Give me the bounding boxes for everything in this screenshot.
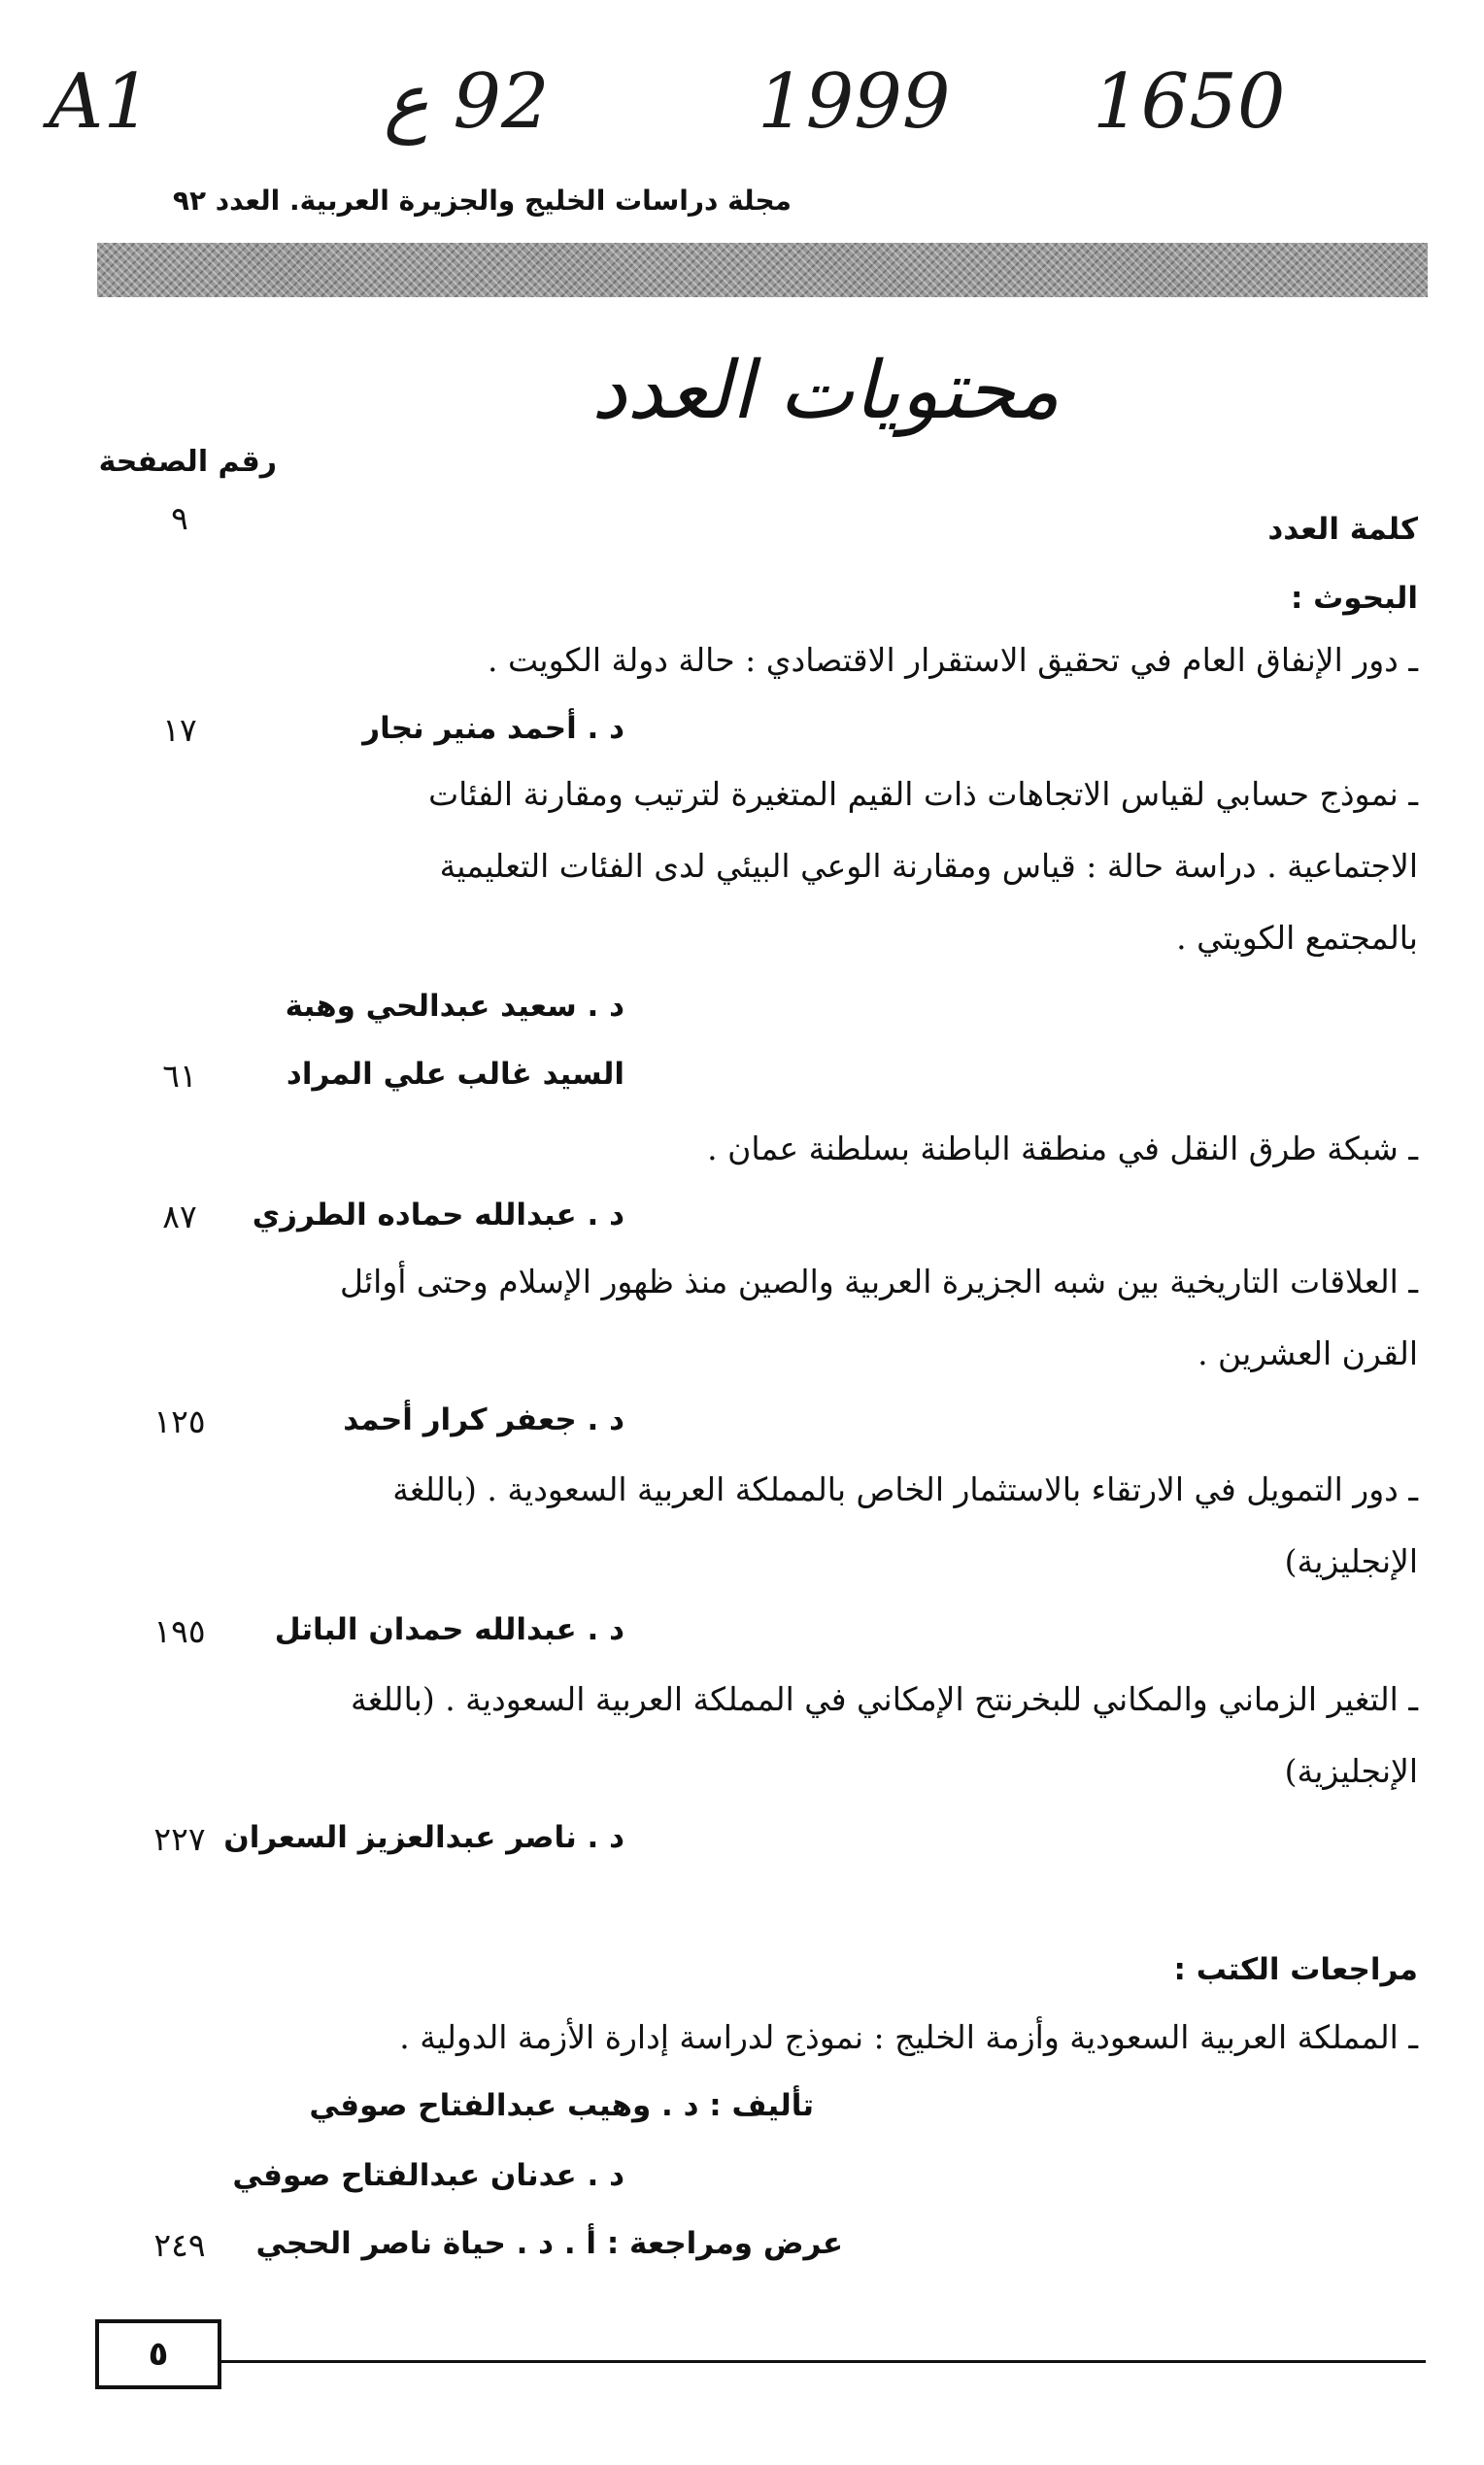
handwritten-issue: 92 ع: [384, 58, 550, 146]
header-shaded-band: [97, 243, 1428, 297]
footer-page-number: ٥: [95, 2319, 221, 2389]
handwritten-year: 1999: [758, 58, 951, 146]
research-title-2-line-2: الاجتماعية . دراسة حالة : قياس ومقارنة الوعي البيئي لدى الفئات التعليمية: [439, 847, 1418, 885]
book-review-reviewer: عرض ومراجعة : أ . د . حياة ناصر الحجي: [255, 2226, 843, 2261]
editorial-page: ٩: [171, 499, 188, 537]
handwritten-number: 1650: [1093, 58, 1286, 146]
book-reviews-label: مراجعات الكتب :: [1173, 1952, 1418, 1987]
footer-rule: [221, 2360, 1426, 2363]
book-review-page: ٢٤٩: [153, 2226, 206, 2264]
research-title-2-line-3: بالمجتمع الكويتي .: [1176, 919, 1418, 957]
research-author-6: د . ناصر عبدالعزيز السعران: [223, 1820, 624, 1855]
research-page-4: ١٢٥: [153, 1402, 206, 1440]
contents-heading: محتويات العدد: [591, 345, 1060, 437]
research-author-4: د . جعفر كرار أحمد: [343, 1402, 624, 1437]
research-title-2-line-1: ـ نموذج حسابي لقياس الاتجاهات ذات القيم المتغيرة لترتيب ومقارنة الفئات: [428, 775, 1418, 813]
research-page-1: ١٧: [162, 711, 197, 749]
research-author-1: د . أحمد منير نجار: [362, 711, 624, 746]
book-review-title: ـ المملكة العربية السعودية وأزمة الخليج : نموذج لدراسة إدارة الأزمة الدولية .: [399, 2018, 1418, 2056]
handwritten-code: A1: [49, 58, 152, 146]
editorial-label: كلمة العدد: [1267, 512, 1418, 547]
research-page-5: ١٩٥: [153, 1612, 206, 1650]
research-title-4-line-2: القرن العشرين .: [1197, 1334, 1418, 1372]
book-review-authorship: تأليف : د . وهيب عبدالفتاح صوفي: [309, 2088, 814, 2123]
research-title-3: ـ شبكة طرق النقل في منطقة الباطنة بسلطنة عمان .: [707, 1130, 1418, 1167]
research-page-3: ٨٧: [162, 1198, 197, 1235]
research-title-6-line-1: ـ التغير الزماني والمكاني للبخرنتح الإمكاني في المملكة العربية السعودية . (باللغة: [351, 1680, 1418, 1718]
research-title-5-line-1: ـ دور التمويل في الارتقاء بالاستثمار الخاص بالمملكة العربية السعودية . (باللغة: [392, 1470, 1418, 1508]
research-author-3: د . عبدالله حماده الطرزي: [252, 1198, 624, 1232]
research-title-5-line-2: الإنجليزية): [1284, 1542, 1418, 1580]
research-author-2a: د . سعيد عبدالحي وهبة: [285, 989, 624, 1024]
book-review-second-author: د . عدنان عبدالفتاح صوفي: [232, 2158, 624, 2193]
research-author-5: د . عبدالله حمدان الباتل: [274, 1612, 624, 1647]
research-title-6-line-2: الإنجليزية): [1284, 1752, 1418, 1790]
research-page-6: ٢٢٧: [153, 1820, 206, 1858]
research-label: البحوث :: [1290, 581, 1418, 616]
journal-title: مجلة دراسات الخليج والجزيرة العربية. العدد ٩٢: [172, 185, 792, 217]
research-title-4-line-1: ـ العلاقات التاريخية بين شبه الجزيرة العربية والصين منذ ظهور الإسلام وحتى أوائل: [339, 1263, 1418, 1300]
research-page-2: ٦١: [162, 1057, 197, 1095]
research-title-1: ـ دور الإنفاق العام في تحقيق الاستقرار الاقتصادي : حالة دولة الكويت .: [488, 641, 1418, 679]
page-number-column-label: رقم الصفحة: [98, 445, 277, 479]
research-author-2b: السيد غالب علي المراد: [286, 1057, 624, 1092]
